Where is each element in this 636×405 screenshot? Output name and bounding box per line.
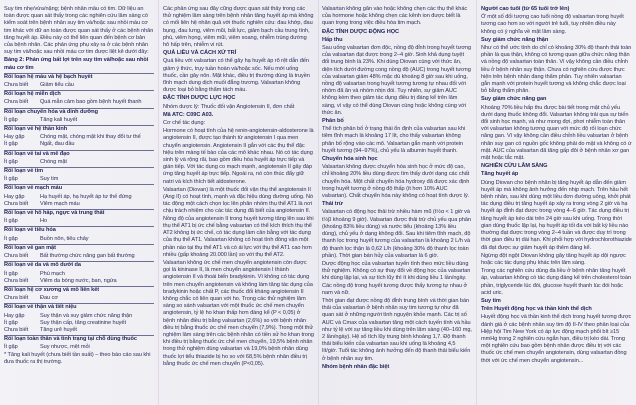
table-group-heading: Rối loạn hệ miễn dịch <box>4 90 154 98</box>
reaction-cell: Ho <box>40 218 48 225</box>
reaction-cell: Suy thận cấp, tăng creatinine huyết <box>40 319 126 326</box>
reaction-cell: Ngất, đau đầu <box>40 141 75 148</box>
paragraph: Valsartan không gắn vào hoặc không chẹn các thụ thể khác của hormone hoặc không chẹn các kênh ion được biết là quan trọng trong việc điều hòa tim mạch. <box>322 6 468 27</box>
atc-code: Mã ATC: C09C A03. <box>163 111 214 118</box>
table-row <box>4 313 154 320</box>
paragraph: Valsartan không ức chế men chuyển angiotensin còn được gọi là kininase II, là men chuyển angiotensin I thành angiotensin II và thoái biến bradykinin. Vì không có tác dụng trên men chuyển angiotensin và không làm tăng tác dụng của bradykinin hoặc chất P, các thuốc đối kháng angiotensin II không chắc có liên quan với ho. Trong các thử nghiệm lâm sàng so sánh valsartan với một thuốc ức chế men chuyển angiotensin, tỷ lệ ho khan thấp hơn đáng kể (P < 0,05) ở bệnh nhân điều trị bằng valsartan (2,6%) so với bệnh nhân điều trị bằng thuốc ức chế men chuyển (7,9%). Trong một thử nghiệm lâm sàng trên các bệnh nhân có tiền sử ho khan trong khi điều trị bằng thuốc ức chế men chuyển, 19,5% bệnh nhân trong thử nghiệm dùng valsartan và 19,0% bệnh nhân dùng thuốc lợi tiểu thiazide bị ho so với 68,5% bệnh nhân điều trị bằng thuốc ức chế men chuyển (P<0,05). <box>163 259 314 367</box>
paragraph: Ở một số đối tượng cao tuổi nồng độ valsartan trong huyết tương cao hơn so với người trẻ tuổi, tuy nhiên điều này không có ý nghĩa về mặt lâm sàng. <box>481 14 624 35</box>
fold-line <box>318 0 319 405</box>
frequency-cell: Chưa biết <box>4 295 29 302</box>
subheading: Nhóm bệnh nhân đặc biệt <box>322 363 390 370</box>
paragraph: Các phản ứng sau đây cũng được quan sát thấy trong các thử nghiệm lâm sàng trên bệnh nhân tăng huyết áp mà không có mối liên hệ nhân quả với thuốc nghiên cứu: đau khớp, đau bụng, đau lưng, viêm mũi, bất lực, giảm bạch cầu trung tính, phù, viêm họng, viêm mũi, viêm xoang, nhiễm trùng đường hô hấp trên, nhiễm vi rút. <box>163 6 314 49</box>
fold-line <box>158 0 159 405</box>
intro-paragraph: Suy tim nhẹ/vừa/nặng; bệnh nhân mẫu có tim. Dữ liệu an toàn được quan sát thấy trong các nghiên cứu lâm sàng có kiểm soát trên bệnh nhân suy tim và/hoặc sau nhồi máu cơ tim khác với dữ an toàn được quan sát thấy ở các bệnh nhân tăng huyết áp. Điều này có thể liên quan đến bệnh cơ bản của bệnh nhân. Các phản ứng phụ xảy ra ở các bệnh nhân suy tim và/hoặc sau nhồi máu cơ tim được liệt kê dưới đây: <box>4 6 154 56</box>
paragraph: Valsartan không được chuyển hóa sinh học ở mức độ cao, chỉ khoảng 20% liều dùng được tìm thấy dưới dạng các chất chuyển hóa. Một chất chuyển hóa hydroxy đã được xác định trong huyết tương ở nồng độ thấp (ít hơn 10% AUC valsartan). Chất chuyển hóa này không có hoạt tính dược lý. <box>322 164 470 200</box>
frequency-cell: Hay gặp <box>4 134 25 141</box>
frequency-cell: Chưa biết <box>4 253 29 260</box>
subheading: Suy tim <box>481 297 501 304</box>
frequency-cell: Ít gặp <box>4 235 18 242</box>
section-heading: NGHIÊN CỨU LÂM SÀNG <box>481 163 548 170</box>
paragraph: Như có thể ước tính do chỉ có khoảng 30% độ thanh thải toàn phần là qua thận, không có tương quan giữa chức năng thận và nồng độ valsartan toàn thân. Vì vậy không cần điều chỉnh liều ở bệnh nhân suy thận. Chưa có nghiên cứu được thực hiện trên bệnh nhân đang thẩm phân. Tuy nhiên valsartan gắn mạnh với protein huyết tương và không chắc được loại bỏ bằng thẩm phân. <box>481 45 632 95</box>
paragraph: Cơ chế tác dụng: <box>163 120 206 127</box>
frequency-cell: Ít gặp <box>4 344 18 351</box>
table-group-heading: Rối loạn về gan mật <box>4 244 154 252</box>
reaction-cell: Đau cơ <box>40 295 58 302</box>
frequency-cell: Ít gặp <box>4 158 18 165</box>
reaction-cell: Tăng urê huyết <box>40 326 77 333</box>
section-heading: QUÁ LIỀU VÀ CÁCH XỬ TRÍ <box>163 50 237 57</box>
table-row <box>4 236 154 243</box>
frequency-cell: Chưa biết <box>4 82 29 89</box>
table-row <box>4 344 154 351</box>
paragraph: Valsartan có động học thải trừ nhiều hàm mũ (t½α < 1 giờ và t½β khoảng 9 giờ). Valsartan được thải trừ chủ yếu qua phân (khoảng 83% liều dùng) và nước tiểu (khoảng 13% liều dùng), chủ yếu ở dạng không đổi. Sau khi tiêm tĩnh mạch, độ thanh lọc trong huyết tương của valsartan là khoảng 2 L/h và độ thanh lọc thận là 0,62 L/h (khoảng 30% độ thanh lọc toàn phần). Thời gian bán hủy của valsartan là 6 giờ. <box>322 209 472 259</box>
paragraph: Thời gian đạt được nồng độ đỉnh trung bình và thời gian bán thải của valsartan ở bệnh nhân suy tim tương tự như đã quan sát ở những người tình nguyện khỏe mạnh. Các trị số AUC và Cmax của valsartan tăng một cách tuyến tính và hầu như tỷ lệ với sự tăng liều khi dùng trên lâm sàng (40–160 mg, 2 lần/ngày). Hệ số tích lũy trung bình khoảng 1,7. Độ thanh thải biểu kiến của valsartan sau khi uống là khoảng 4,5 lít/giờ. Tuổi tác không ảnh hưởng đến độ thanh thải biểu kiến ở bệnh nhân suy tim. <box>322 297 472 362</box>
reaction-cell: Tăng kali huyết <box>40 116 78 123</box>
subheading: Thải trừ <box>322 201 343 208</box>
reaction-cell: Hạ huyết áp, hạ huyết áp tư thế đứng <box>40 193 132 200</box>
paragraph: Trong các nghiên cứu dùng đa liều ở bệnh nhân tăng huyết áp, valsartan không có tác dụng đáng kể trên cholesterol toàn phần, triglyceride lúc đói, glucose huyết thanh lúc đói hoặc acid uric. <box>481 268 631 296</box>
section-heading: ĐẶC TÍNH DƯỢC ĐỘNG HỌC <box>322 28 399 35</box>
table-row <box>4 141 154 148</box>
frequency-cell: Chưa biết <box>4 200 29 207</box>
table-row <box>4 327 154 334</box>
table-group-heading: Rối loạn về da và mô dưới da <box>4 261 154 269</box>
column-pharmacodynamics <box>163 6 314 401</box>
reaction-cell: Suy tim <box>40 176 59 183</box>
subheading: Hấp thu <box>322 36 343 43</box>
table-group-heading: Rối loạn về tai và mê đạo <box>4 150 154 158</box>
column-adverse-reactions <box>4 6 154 401</box>
subheading: Tăng huyết áp <box>481 171 519 178</box>
reaction-cell: Viêm da bóng nước, ban, ngứa <box>40 277 117 284</box>
frequency-cell: Chưa biết <box>4 99 29 106</box>
table-group-heading: Rối loạn về mạch máu <box>4 184 154 192</box>
table-row <box>4 320 154 327</box>
fold-line <box>476 0 477 405</box>
table-row <box>4 295 154 302</box>
table-group-heading: Rối loạn về tiêu hóa <box>4 226 154 234</box>
reaction-cell: Quá mẫn cảm bao gồm bệnh huyết thanh <box>40 99 142 106</box>
table-group-heading: Rối loạn về hệ thần kinh <box>4 125 154 133</box>
column-pharmacokinetics <box>322 6 472 401</box>
table-row <box>4 176 154 183</box>
subheading: Phân bố <box>322 118 344 125</box>
table-row <box>4 82 154 89</box>
paragraph: Nhóm dược lý: Thuốc đối vận Angiotensin II, đơn chất <box>163 103 295 110</box>
table-row <box>4 134 154 141</box>
table-group-heading: Rối loạn hệ cơ xương và mô liên kết <box>4 286 154 294</box>
table-row <box>4 159 154 166</box>
reaction-cell: Phù mạch <box>40 270 65 277</box>
frequency-cell: Hay gặp <box>4 193 25 200</box>
paragraph: Dùng Diovan cho bệnh nhân bị tăng huyết áp dẫn đến giảm huyết áp mà không ảnh hưởng đến nhịp mạch. Trên hầu hết bệnh nhân, sau khi dùng một liều đơn đường uống, khởi phát tác dụng điều trị tăng huyết áp xảy ra trong vòng 2 giờ và hạ huyết áp đỉnh đạt được trong vòng 4–6 giờ. Tác dụng điều trị tăng huyết áp kéo dài trên 24 giờ sau khi uống. Trong thời gian dùng thuốc lặp lại, hạ huyết áp tối đa với bất kỳ liều nào thường đạt được trong vòng 2–4 tuần và được duy trì trong thời gian điều trị dài hạn. Khi phối hợp với hydrochlorothiazide đã đạt được sự giảm huyết áp thêm đáng kể. <box>481 179 632 251</box>
reaction-cell: Chóng mặt, chóng mặt khi thay đổi tư thế <box>40 134 141 141</box>
table-group-heading: Rối loạn về thận và tiết niệu <box>4 303 154 311</box>
frequency-cell: Chưa biết <box>4 326 29 333</box>
reaction-cell: Buồn nôn, tiêu chảy <box>40 235 89 242</box>
section-heading: ĐẶC TÍNH DƯỢC LỰC HỌC <box>163 95 236 102</box>
reaction-cell: Bất thường chức năng gan bất thường <box>40 253 135 260</box>
table-row <box>4 201 154 208</box>
subheading: Trên Huyết động học và thần kinh thể dịch <box>481 306 592 313</box>
frequency-cell: Ít gặp <box>4 218 18 225</box>
frequency-cell: Ít gặp <box>4 141 18 148</box>
frequency-cell: Ít gặp <box>4 116 18 123</box>
table-group-heading: Rối loạn toàn thân và tình trạng tại chỗ dùng thuốc <box>4 335 154 343</box>
reaction-cell: Chóng mặt <box>40 158 67 165</box>
paragraph: Sau uống valsartan đơn độc, nồng độ đỉnh trong huyết tương của valsartan đạt được trong 2–4 giờ. Sinh khả dụng tuyệt đối trung bình là 23%. Khi dùng Diovan cùng với thức ăn, diện tích dưới đường cong nồng độ (AUC) trong huyết tương của valsartan giảm 48% mặc dù khoảng 8 giờ sau khi uống, nồng độ valsartan trong huyết tương tương tự nhau đối với nhóm đã ăn và nhóm nhịn đói. Tuy nhiên, sự giảm AUC không kèm theo giảm tác dụng điều trị đáng kể trên lâm sàng, vì vậy có thể dùng Diovan cùng hoặc không cùng với thức ăn. <box>322 45 472 116</box>
table-group-heading: Rối loạn hệ máu và hệ bạch huyết <box>4 73 154 81</box>
subheading: Người cao tuổi (từ 65 tuổi trở lên) <box>481 6 570 12</box>
table-row <box>4 271 154 278</box>
subheading: Suy giảm chức năng thận <box>481 36 549 43</box>
paragraph: Huyết động học và thần kinh thể dịch trong huyết tương được đánh giá ở các bệnh nhân suy tim độ II-IV theo phân loại của Hiệp hội Tim New York có áp lực động mạch phổi bít ≥15 mmHg trong 2 nghiên cứu ngắn hạn, điều trị kéo dài. Trong một nghiên cứu bao gồm bệnh nhân được điều trị với các thuốc ức chế men chuyển angiotensin, dùng valsartan đồng thời với ức chế men chuyển angiotensin... <box>481 314 632 364</box>
paragraph: Ngừng đột ngột Diovan không gây tăng huyết áp dội ngược hoặc các tác dụng phụ khác trên lâm sàng. <box>481 252 626 266</box>
adverse-reactions-table <box>4 73 154 352</box>
frequency-cell: Hay gặp <box>4 312 25 319</box>
table-row <box>4 218 154 225</box>
subheading: Suy giảm chức năng gan <box>481 96 547 103</box>
frequency-cell: Ít gặp <box>4 176 18 183</box>
reaction-cell: Giảm tiểu cầu <box>40 82 74 89</box>
subheading: Chuyển hóa sinh học <box>322 156 378 163</box>
table-row <box>4 253 154 260</box>
frequency-cell: Ít gặp <box>4 270 18 277</box>
paragraph: Thể tích phân bố ở trạng thái ổn định của valsartan sau khi tiêm tĩnh mạch là khoảng 17 lít, cho thấy valsartan không phân bố rộng vào các mô. Valsartan gắn mạnh với protein huyết tương (94–97%), chủ yếu là albumin huyết thanh. <box>322 126 466 154</box>
paragraph: Hormone có hoạt tính của hệ renin-angiotensin-aldosterone là angiotensin II, được tạo thành từ angiotensin I qua men chuyển angiotensin. Angiotensin II gắn với các thụ thể đặc hiệu trên màng tế bào của các mô khác nhau. Nó có tác dụng sinh lý và rộng rãi, bao gồm điều hòa huyết áp trực tiếp và gián tiếp. Với tác dụng co mạch mạnh, angiotensin II gây đáp ứng tăng huyết áp trực tiếp. Ngoài ra, nó còn thúc đẩy giữ natri và kích thích tiết aldosterone. <box>163 128 314 185</box>
table-row <box>4 117 154 124</box>
table-row <box>4 194 154 201</box>
frequency-cell: Ít gặp <box>4 319 18 326</box>
table-group-heading: Rối loạn về hô hấp, ngực và trung thất <box>4 209 154 217</box>
paragraph: Dược động học của valsartan tuyến tính theo mức liều dùng thử nghiệm. Không có sự thay đổi về động học của valsartan khi dùng lặp lại, và sự tích lũy thì ít khi dùng liều 1 lần/ngày. Các nồng độ trong huyết tương được thấy tương tự nhau ở nam và nữ. <box>322 260 471 296</box>
reaction-cell: Viêm mạch máu <box>40 200 80 207</box>
reaction-cell: Suy nhược, mệt mỏi <box>40 344 90 351</box>
column-special-populations <box>481 6 632 401</box>
frequency-cell: Chưa biết <box>4 277 29 284</box>
table-row <box>4 99 154 106</box>
table-group-heading: Rối loạn về tim <box>4 167 154 175</box>
reaction-cell: Suy thận và suy giảm chức năng thận <box>40 312 133 319</box>
table-row <box>4 278 154 285</box>
footnote: * Tăng kali huyết (chưa biết tần suất) – theo báo cáo sau khi đưa thuốc ra thị trường. <box>4 351 151 365</box>
paragraph: Khoảng 70% liều hấp thu được bài tiết trong mật chủ yếu dưới dạng thuốc không đổi. Valsartan không trải qua sự biến đổi sinh học mạnh, và như mong đợi, phơi nhiễm toàn thân với valsartan không tương quan với mức độ rối loạn chức năng gan. Vì vậy không cần điều chỉnh liều valsartan ở bệnh nhân suy gan có nguồn gốc không phải do mật và không có ứ mật. AUC của valsartan đã tăng gấp đôi ở bệnh nhân xơ gan mật hoặc tắc mật. <box>481 104 632 162</box>
table-group-heading: Rối loạn chuyển hóa và dinh dưỡng <box>4 108 154 116</box>
table-title: Bảng 2: Phản ứng bất lợi trên suy tim và/hoặc sau nhồi máu cơ tim <box>4 57 149 71</box>
paragraph: Quá liều với valsartan có thể gây hạ huyết áp rõ rệt dẫn đến giảm ý thức, trụy tuần hoàn và/hoặc sốc. Nếu mới uống thuốc, cần gây nôn. Mặt khác, điều trị thường dùng là truyền tĩnh mạch dung dịch muối đẳng trương. Valsartan không được loại bỏ bằng thẩm tách máu. <box>163 58 310 94</box>
paragraph: Valsartan (Diovan) là một thuốc đối vận thụ thể angiotensin II (Ang II) có hoạt tính, mạnh và đặc hiệu dùng đường uống. Nó tác động một cách chọn lọc lên phân nhóm thụ thể AT1 là nơi chịu trách nhiệm cho các tác dụng đã biết của angiotensin II. Nồng độ của angiotensin II trong huyết tương tăng lên sau khi thụ thể AT1 bị ức chế bằng valsartan có thể kích thích thụ thể AT2 không bị ức chế, có tác dụng làm cân bằng với tác dụng của thụ thể AT1. Valsartan không có hoạt tính đồng vận một phần nào tại thụ thể AT1 và có ái lực với thụ thể AT1 cao hơn nhiều (gấp khoảng 20.000 lần) so với thụ thể AT2. <box>163 186 314 258</box>
